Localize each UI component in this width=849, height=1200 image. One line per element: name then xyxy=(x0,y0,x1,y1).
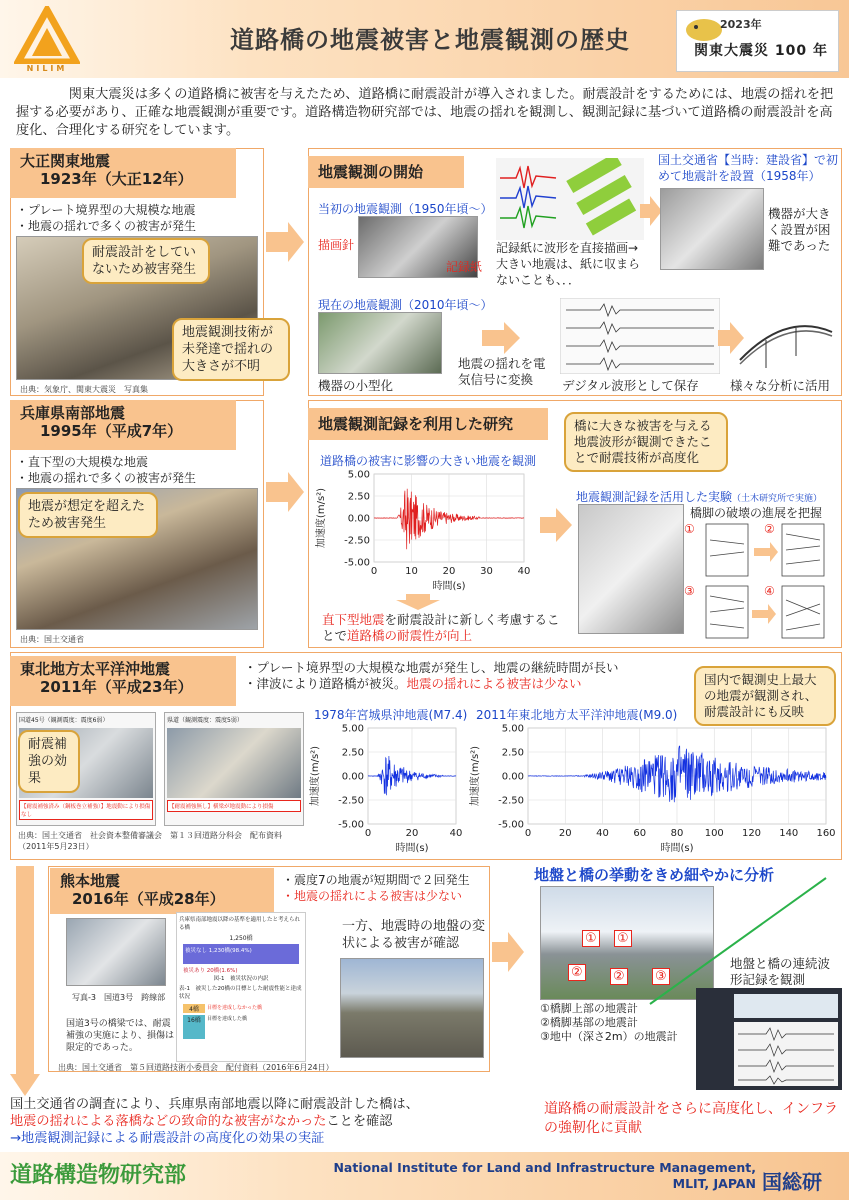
arrow-right-icon xyxy=(482,322,522,354)
arrow-down-icon xyxy=(396,594,440,610)
kumamoto-year: 2016年（平成28年） xyxy=(72,890,225,908)
y-tick-label: 2.50 xyxy=(341,747,364,759)
signal-label: 地震の揺れを電気信号に変換 xyxy=(458,356,546,387)
y-tick-label: -2.50 xyxy=(498,795,524,807)
taisho-year: 1923年（大正12年） xyxy=(40,170,193,188)
conclusion-text-1: を耐震設計に新しく考慮する xyxy=(384,612,548,627)
taisho-bullet-1: ・プレート境界型の大規模な地震 xyxy=(16,203,196,217)
ground-crack-photo xyxy=(340,958,484,1058)
tohoku-acceleration-chart xyxy=(466,720,836,854)
x-tick-label: 10 xyxy=(405,566,418,577)
early-description: 記録紙に波形を直接描画→大きい地震は、紙に収まらないことも、．． xyxy=(496,241,641,287)
large-device-note: 機器が大きく設置が困難であった xyxy=(768,206,831,253)
y-axis-label: 加速度(m/s²) xyxy=(310,745,321,807)
analysis-label: 様々な分析に活用 xyxy=(730,378,831,393)
tohoku-bullet-2 xyxy=(244,676,694,692)
taisho-bullet-2: ・地震の揺れで多くの被害が発生 xyxy=(16,219,197,233)
taisho-source: 出典：気象庁、関東大震災 写真集 xyxy=(20,385,148,394)
digital-waveform-panel xyxy=(560,298,720,374)
org-short: 国総研 xyxy=(762,1170,822,1194)
photo1-box: 【耐震補強済み（鋼板巻立補強）】地震動により損傷なし xyxy=(19,800,153,820)
y-tick-label: -5.00 xyxy=(498,819,524,831)
sensor-legend-3: ③地中（深さ2m）の地震計 xyxy=(540,1030,678,1043)
summary-line-3: →地震観測記録による耐震設計の高度化の効果の実証 xyxy=(10,1131,325,1146)
tohoku-bullet-1: ・プレート境界型の大規模な地震が発生し、地震の継続時間が長い xyxy=(244,660,619,675)
y-tick-label: -2.50 xyxy=(338,795,364,807)
summary-line-2 xyxy=(10,1113,530,1130)
pie-total: 1,250橋 xyxy=(229,935,253,942)
conclusion-text-2: ことで xyxy=(322,612,560,643)
hyogo-bullet-1: ・直下型の大規模な地震 xyxy=(16,455,149,469)
tohoku-bullets xyxy=(244,660,694,692)
research-conclusion xyxy=(322,612,562,644)
table-count-1: 4橋 xyxy=(183,1004,205,1013)
summary-red: 地震の揺れによる落橋などの致命的な被害がなかった xyxy=(10,1114,327,1129)
observation-heading: 地震観測の開始 xyxy=(308,156,464,188)
pie-damage: 被災あり 20橋(1.6%) xyxy=(183,968,238,974)
digital-label: デジタル波形として保存 xyxy=(562,378,699,393)
kumamoto-source: 出典：国土交通省 第５回道路技術小委員会 配付資料（2016年6月24日） xyxy=(58,1063,334,1072)
org-english-2: MLIT, JAPAN xyxy=(672,1176,756,1191)
x-axis-label: 時間(s) xyxy=(432,581,466,592)
logo-text: NILIM xyxy=(26,64,68,73)
small-device-label: 機器の小型化 xyxy=(318,378,394,393)
pier-label: 橋脚の破壊の進展を把握 xyxy=(690,506,823,520)
tohoku-callout: 国内で観測史上最大の地震が観測され、耐震設計にも反映 xyxy=(694,666,836,726)
hyogo-year: 1995年（平成7年） xyxy=(40,422,183,440)
org-english-1: National Institute for Land and Infrastructure Management, xyxy=(333,1160,756,1175)
tohoku-heading xyxy=(10,656,236,706)
x-tick-label: 120 xyxy=(741,828,762,839)
pie-ok: 被災なし 1,230橋(98.4%) xyxy=(183,944,299,964)
kumamoto-heading xyxy=(50,868,274,914)
x-tick-label: 0 xyxy=(364,828,372,839)
reinforce-callout: 耐震補強の効果 xyxy=(18,730,80,793)
taisho-callout-2: 地震観測技術が未発達で揺れの大きさが不明 xyxy=(172,318,290,381)
ground-goal: 道路橋の耐震設計をさらに高度化し、インフラの強靭化に貢献 xyxy=(544,1101,838,1136)
x-tick-label: 20 xyxy=(405,828,419,839)
photo2-caption: 県道（観測震度：震度5弱） xyxy=(167,717,243,724)
x-tick-label: 40 xyxy=(449,828,463,839)
sensor-legend-2: ②橋脚基部の地震計 xyxy=(540,1016,638,1029)
experiment-title xyxy=(576,488,822,505)
hyogo-callout: 地震が想定を超えたため被害発生 xyxy=(18,492,158,538)
y-tick-label: 2.50 xyxy=(501,747,524,759)
ground-analysis-title: 地盤と橋の挙動をきめ細やかに分析 xyxy=(534,866,775,884)
paper-label: 記録紙 xyxy=(446,260,483,274)
pie-title: 兵庫県南部地震以降の基準を適用したと考えられる橋 xyxy=(179,917,301,931)
tohoku-bullet-2-red: 地震の揺れによる被害は少ない xyxy=(406,676,582,691)
paper-record-icon xyxy=(496,158,644,240)
y-tick-label: 0.00 xyxy=(501,771,524,783)
experiment-note: （土木研究所で実施） xyxy=(732,494,823,504)
y-tick-label: 5.00 xyxy=(341,723,364,735)
taisho-callout-1: 耐震設計をしていないため被害発生 xyxy=(82,238,210,284)
x-tick-label: 160 xyxy=(816,828,836,839)
table-row xyxy=(183,1004,299,1013)
kumamoto-bullet-1: ・震度7の地震が短期間で２回発生 xyxy=(282,873,470,887)
intro-text: 関東大震災は多くの道路橋に被害を与えたため、道路橋に耐震設計が導入されました。耐震設計をするためには、地震の揺れを把握する必要があり、正確な地震観測が重要です。道路構造物研究部では、地震の揺れを観測し、観測記録に基づいて道路橋の耐震設計を高度化、合理化する研究をしています。 xyxy=(16,87,834,138)
sensor-marker-2b: ② xyxy=(610,968,628,985)
taisho-heading xyxy=(10,148,236,198)
table-note-2: 目標を達成した橋 xyxy=(207,1016,248,1022)
large-seismograph-photo xyxy=(660,188,764,270)
taisho-bullets xyxy=(16,202,260,234)
bridge-model-icon xyxy=(736,312,836,370)
hyogo-bullet-2: ・地震の揺れで多くの被害が発生 xyxy=(16,471,197,485)
summary-tail: ことを確認 xyxy=(326,1114,393,1129)
tohoku-year: 2011年（平成23年） xyxy=(40,678,193,696)
x-tick-label: 60 xyxy=(633,828,647,839)
tohoku-source: 出典：国土交通省 社会資本整備審議会 第１３回道路分科会 配布資料（2011年5月23日） xyxy=(18,831,282,851)
arrow-right-icon xyxy=(492,930,526,974)
step-2: ② xyxy=(764,522,775,536)
sensor-legend-1: ①橋脚上部の地震計 xyxy=(540,1002,638,1015)
y-tick-label: -5.00 xyxy=(338,819,364,831)
page-title: 道路橋の地震被害と地震観測の歴史 xyxy=(230,26,630,54)
y-axis-label: 加速度(m/s²) xyxy=(470,745,481,807)
miyagi-chart-title: 1978年宮城県沖地震(M7.4) xyxy=(314,708,468,722)
step-4: ④ xyxy=(764,584,775,598)
table-row xyxy=(183,1015,299,1039)
kumamoto-bullets xyxy=(282,872,488,904)
nilim-logo-icon xyxy=(14,6,80,64)
badge-title: 関東大震災 100 年 xyxy=(694,43,828,59)
tohoku-chart-title: 2011年東北地方太平洋沖地震(M9.0) xyxy=(476,708,678,722)
step-3: ③ xyxy=(684,584,695,598)
summary-line-1: 国土交通省の調査により、兵庫県南部地震以降に耐震設計した橋は、 xyxy=(10,1097,419,1112)
y-tick-label: 5.00 xyxy=(501,723,524,735)
x-tick-label: 20 xyxy=(442,566,456,577)
modern-seismograph-photo xyxy=(318,312,442,374)
photo1-caption: 国道45号（観測震度：震度6弱） xyxy=(19,717,109,724)
early-observation-label: 当初の地震観測（1950年頃～） xyxy=(318,202,493,216)
tohoku-photo-2 xyxy=(164,712,304,826)
hyogo-bullets xyxy=(16,454,260,486)
arrow-right-icon xyxy=(540,508,574,542)
y-tick-label: 2.50 xyxy=(347,491,370,503)
x-axis-label: 時間(s) xyxy=(395,843,429,854)
conclusion-red-1: 直下型地震 xyxy=(322,612,385,627)
research-callout: 橋に大きな被害を与える地震波形が観測できたことで耐震技術が高度化 xyxy=(564,412,728,472)
kobe-acceleration-chart xyxy=(312,466,534,592)
taisho-title: 大正関東地震 xyxy=(20,152,111,170)
hyogo-heading xyxy=(10,400,236,450)
mlit-note: 国土交通省【当時：建設省】で初めて地震計を設置（1958年） xyxy=(658,153,839,183)
table-title: 表-1 被災した20橋の目標とした耐震性能と達成状況 xyxy=(179,986,302,1000)
photo2-image xyxy=(167,728,301,798)
arrow-right-icon xyxy=(266,470,306,514)
pen-label: 描画針 xyxy=(318,238,355,252)
table-note-1: 目標を達成しなかった橋 xyxy=(207,1005,263,1011)
hyogo-source: 出典：国土交通省 xyxy=(20,635,84,644)
x-tick-label: 40 xyxy=(596,828,609,839)
org-english xyxy=(290,1160,756,1192)
experiment-title-text: 地震観測記録を活用した実験 xyxy=(576,490,733,504)
hyogo-title: 兵庫県南部地震 xyxy=(20,404,126,422)
x-tick-label: 30 xyxy=(480,566,493,577)
y-tick-label: 0.00 xyxy=(341,771,364,783)
experiment-photo xyxy=(578,504,684,634)
kumamoto-report-figure xyxy=(176,912,306,1062)
y-axis-label: 加速度(m/s²) xyxy=(316,487,327,549)
y-tick-label: -2.50 xyxy=(344,535,370,547)
sensor-marker-2: ② xyxy=(568,964,586,981)
y-tick-label: 5.00 xyxy=(347,469,370,481)
miyagi-acceleration-chart xyxy=(306,720,466,854)
kumamoto-note: 国道3号の橋梁では、耐震補強の実施により、損傷は限定的であった。 xyxy=(66,1019,175,1053)
x-tick-label: 80 xyxy=(670,828,684,839)
step-1: ① xyxy=(684,522,695,536)
x-tick-label: 20 xyxy=(558,828,572,839)
y-tick-label: 0.00 xyxy=(347,513,370,525)
waveform-note: 地盤と橋の連続波形記録を観測 xyxy=(730,956,831,987)
kumamoto-photo-caption: 写真-3 国道3号 跨線部 xyxy=(72,993,166,1002)
research-heading: 地震観測記録を利用した研究 xyxy=(308,408,548,440)
photo2-box: 【耐震補強無し】横梁が地震動により損傷 xyxy=(167,800,301,812)
research-chart-title: 道路橋の被害に影響の大きい地震を観測 xyxy=(320,454,537,468)
current-observation-label: 現在の地震観測（2010年頃～） xyxy=(318,298,493,312)
y-tick-label: -5.00 xyxy=(344,557,370,569)
x-tick-label: 40 xyxy=(517,566,531,577)
kumamoto-bridge-photo xyxy=(66,918,166,986)
pier-damage-sketches xyxy=(686,520,840,644)
ground-deformation-note: 一方、地震時の地盤の変状による被害が確認 xyxy=(342,919,486,951)
arrow-down-icon xyxy=(10,866,40,1098)
tohoku-bullet-2-text: ・津波により道路橋が被災。 xyxy=(244,676,407,691)
conclusion-red-2: 道路橋の耐震性が向上 xyxy=(347,628,473,643)
sensor-legend xyxy=(540,1002,690,1044)
table-count-2: 16橋 xyxy=(183,1015,205,1039)
x-tick-label: 0 xyxy=(370,566,378,577)
x-axis-label: 時間(s) xyxy=(660,843,694,854)
kumamoto-title: 熊本地震 xyxy=(60,872,121,890)
summary xyxy=(10,1096,530,1147)
sensor-marker-1: ① xyxy=(582,930,600,947)
sensor-marker-3: ③ xyxy=(652,968,670,985)
sensor-marker-1b: ① xyxy=(614,930,632,947)
arrow-right-icon xyxy=(266,220,306,264)
badge-year: 2023年 xyxy=(720,18,762,31)
tohoku-title: 東北地方太平洋沖地震 xyxy=(20,660,171,678)
x-tick-label: 0 xyxy=(524,828,532,839)
department-name: 道路構造物研究部 xyxy=(10,1163,187,1188)
fig-caption: 図-1 被災状況の内訳 xyxy=(213,976,269,982)
x-tick-label: 140 xyxy=(779,828,799,839)
kumamoto-bullet-2: ・地震の揺れによる被害は少ない xyxy=(282,889,463,903)
x-tick-label: 100 xyxy=(704,828,724,839)
monitoring-screen xyxy=(696,988,842,1090)
